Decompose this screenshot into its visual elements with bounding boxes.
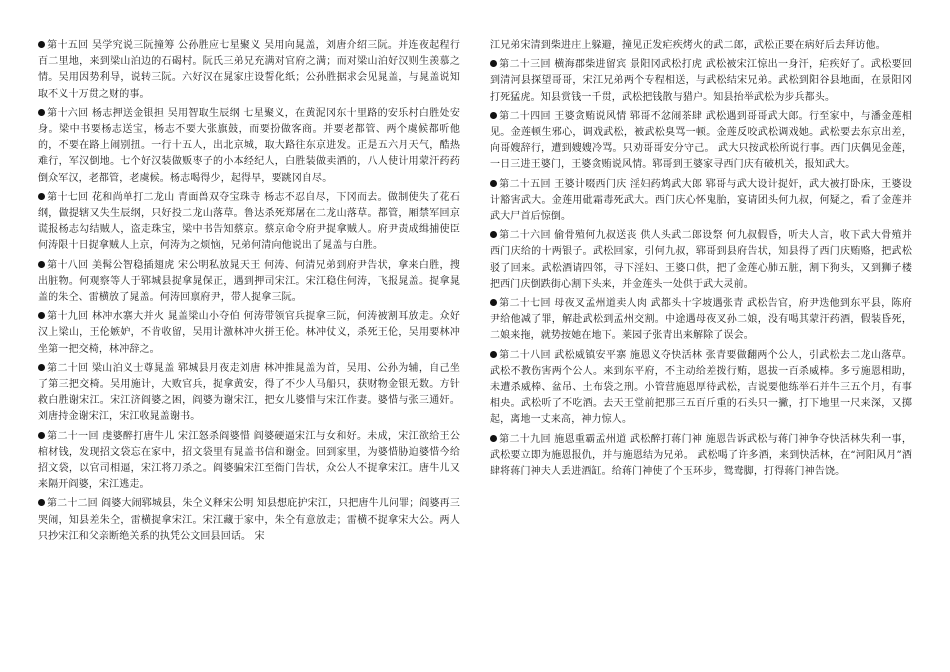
bullet-icon (38, 261, 45, 268)
entry-text: 江兄弟宋清到柴进庄上躲避，撞见正发疟疾烤火的武二郎，武松正要在病好后去拜访他。 (490, 40, 886, 51)
bullet-icon (38, 499, 45, 506)
chapter-entry-21 (38, 429, 460, 494)
chapter-entry-18 (38, 258, 460, 307)
bullet-icon (490, 180, 497, 187)
entry-text: 第二十二回 阎婆大闹郓城县，朱仝义释宋公明 知县想庇护宋江，只把唐牛儿问罪；阎婆再三哭闹，知县差朱仝，雷横捉拿宋江。宋江藏于家中，朱仝有意放走；雷横不捉拿宋大公。两人只抄宋江和父亲断绝关系的执凭公文回县回话。 宋 (38, 498, 460, 542)
bullet-icon (38, 364, 45, 371)
entry-text: 第十七回 花和尚单打二龙山 青面兽双夺宝珠寺 杨志不忍自尽，下冈而去。做制使失了花石纲，做提辖又失生辰纲，只好投二龙山落草。鲁达杀死郑屠在二龙山落草。都管，厢禁军回京谎报杨志勾结贼人，盗走珠宝，梁中书告知蔡京。蔡京命令府尹捉拿贼人。府尹责成缉捕使臣何涛限十日捉拿贼人上京，何涛为之烦恼，兄弟何清向他说出了晁盖与白胜。 (38, 191, 460, 252)
right-column (490, 38, 912, 658)
chapter-entry-20 (38, 361, 460, 426)
entry-text: 第二十七回 母夜叉孟州道卖人肉 武都头十字坡遇张青 武松告官，府尹迭他到东平县，陈府尹给他减了罪，解赴武松到孟州交割。中途遇母夜叉孙二娘，没有喝其蒙汗药酒，假装昏死，二娘来拖，就势按她在地下。莱园子张青出来解除了误会。 (490, 298, 912, 342)
bullet-icon (490, 112, 497, 119)
entry-text: 第十八回 美髯公智稳插翅虎 宋公明私放晁天王 何涛、何清兄弟到府尹告状，拿来白胜，搜出脏物。何观察等人于郓城县捉拿晁保正，遇到押司宋江。宋江稳住何涛，飞报晁盖。捉拿晁盖的朱仝、雷横放了晁盖。何涛回禀府尹，带人捉拿三阮。 (38, 259, 460, 304)
bullet-icon (490, 231, 497, 238)
chapter-entry-16 (38, 106, 460, 187)
bullet-icon (38, 41, 45, 48)
entry-text: 第二十三回 横海郡柴进留宾 景阳冈武松打虎 武松被宋江惊出一身汗，疟疾好了。武松要回到清河县探望哥哥，宋江兄弟两个专程相送，与武松结宋兄弟。武松到阳谷县地面，在景阳冈打死猛虎。知县赏钱一千贯，武松把钱散与猎户。知县抬举武松为步兵都头。 (490, 59, 912, 103)
entry-text: 第二十一回 虔婆醉打唐牛儿 宋江怒杀阎婆惜 阎婆硬逼宋江与女和好。未成，宋江欲给王公棺材钱，发现招文袋忘在家中，招文袋里有晁盖书信和谢金。回到家里，为婆惜胁迫婆惜今给招文袋，以官司相逼，宋江将刀杀之。阎婆骗宋江至衙门告状，众公人不捉拿宋江。唐牛儿又来隔开阎婆，宋江逃走。 (38, 430, 460, 491)
bullet-icon (38, 432, 45, 439)
chapter-entry-26 (490, 228, 912, 293)
bullet-icon (490, 299, 497, 306)
entry-text: 第二十八回 武松威镇安平寨 施恩义夺快活林 张青要做翻两个公人，引武松去二龙山落草。武松不教伤害两个公人。来到东平府，不主动给差拨行贿，恩拔一百杀威棒。多亏施恩相助，未遭杀威棒、盆吊、土布袋之刑。小管营施恩厚待武松，吉说要他练举石并牛三五个月，有事相央。武松听了不吃酒。去天王堂前把那三五百斤重的石头只一撇，打下地里一尺来深，又掷起，离地一丈来高，神力惊人。 (490, 349, 912, 426)
entry-text: 第二十九回 施恩重霸孟州道 武松醉打蒋门神 施恩告诉武松与蒋门神争夺快活林失利一事，武松要立即为施恩报仇，并与施恩结为兄弟。 武松喝了许多酒，来到快活林，在“河阳风月”酒肆将蒋门神夫人丢进酒缸。给蒋门神使了个玉环步，鸳鸯脚，打得蒋门神告饶。 (490, 433, 912, 478)
entry-text: 第二十五回 王婆计啜西门庆 淫妇药鸩武大郎 郓哥与武大设计捉奸，武大被打卧床，王婆设计豁害武大。金莲用砒霜毒死武大。西门庆心怀鬼胎，宴请团头何九叔，何疑之，看了金莲并武大尸首后惊倒。 (490, 178, 912, 223)
left-column (38, 38, 460, 658)
chapter-entry-28 (490, 348, 912, 429)
entry-text: 第二十回 梁山泊义士尊晁盖 郓城县月夜走刘唐 林冲推晁盖为首，吴用、公孙为辅，自己坐了第三把交椅。吴用施计，大败官兵，捉拿黄安，得了不少人马船只，获财物金银无数。方针救白胜谢宋江。宋江济阎婆之困，阎婆为谢宋江，把女儿婆惜与宋江作妻。婆惜与张三通奸。 刘唐持金谢宋江，宋江收晁盖谢书。 (38, 362, 460, 423)
chapter-entry-23 (490, 57, 912, 106)
chapter-entry-24 (490, 109, 912, 174)
bullet-icon (490, 351, 497, 358)
chapter-entry-25 (490, 177, 912, 226)
chapter-entry-15 (38, 38, 460, 103)
entry-text: 第二十四回 王婆贪贿说风情 郓哥不忿闹茶肆 武松遇到哥哥武大郎。行至家中，与潘金莲相见。金莲顿生邪心，调戏武松，被武松臭骂一顿。金莲反咬武松调戏她。武松要去东京出差，向哥嫂辞行，遭到嫂嫂冷骂。只劝哥哥安分守己。 武大只按武松所说行事。西门庆偶见金莲，一日三进王婆门，王婆贪贿说风情。郓哥到王婆家寻西门庆有破机关，报知武大。 (490, 110, 912, 171)
bullet-icon (490, 60, 497, 67)
bullet-icon (38, 109, 45, 116)
chapter-entry-22 (38, 496, 460, 545)
entry-text: 第十九回 林冲水寨大并火 晁盖梁山小夺伯 何涛带领官兵捉拿三阮，何涛被割耳放走。众好汉上梁山，王伦嫉妒，不肯收留，吴用计激林冲火拼王伦。林冲仗义，杀死王伦，吴用要林冲坐第一把交椅，林冲辞之。 (38, 311, 460, 355)
entry-text: 第十五回 吴学究说三阮撞筹 公孙胜应七星聚义 吴用向晁盖，刘唐介绍三阮。并连夜起程行百二里地，来到梁山泊边的石碣村。阮氏三弟兄充满对官府之满；而对梁山泊好汉则生羡慕之情。吴用因势利导，说转三阮。六好汉在晁家庄设誓化纸；公孙胜据求会见晁盖，与晁盖说知取不义十万贯之财的事。 (38, 40, 460, 100)
chapter-entry-29 (490, 432, 912, 481)
chapter-entry-17 (38, 190, 460, 255)
entry-text: 第十六回 杨志押送金银担 吴用智取生辰纲 七星聚义，在黄泥冈东十里路的安乐村白胜处安身。梁中书要杨志送宝，杨志不要大张旗鼓，而要扮做客商。并要老都管、两个虞候都听他的，不要在路上闹别扭。一行十五人，出北京城，取大路往东京进发。正是五六月天气，酷热难行，军汉倒地。七个好汉装做贩枣子的小本经纪人，白胜装做卖酒的，八人使计用蒙汗药药倒众军汉，老都管，老虞候。杨志喝得少，起得早，要跳冈自尽。 (38, 107, 460, 184)
bullet-icon (490, 435, 497, 442)
chapter-entry-19 (38, 309, 460, 358)
bullet-icon (38, 312, 45, 319)
bullet-icon (38, 193, 45, 200)
entry-text: 第二十六回 偷骨殖何九叔送丧 供人头武二郎设祭 何九叔假昏，听夫人言，收下武大骨殖并西门庆给的十两银子。武松回家，引何九叔，郓哥到县府告状，知县得了西门庆贿赂，把武松驳了回来。武松酒请四邻，寻下淫妇、王婆口供，把了金莲心肺五脏，割下狗头，又到狮子楼把西门庆倒跌街心割下头来，并金莲头一处供于武大灵前。 (490, 230, 912, 290)
chapter-entry-27 (490, 296, 912, 345)
chapter-entry-22-continued (490, 38, 912, 54)
